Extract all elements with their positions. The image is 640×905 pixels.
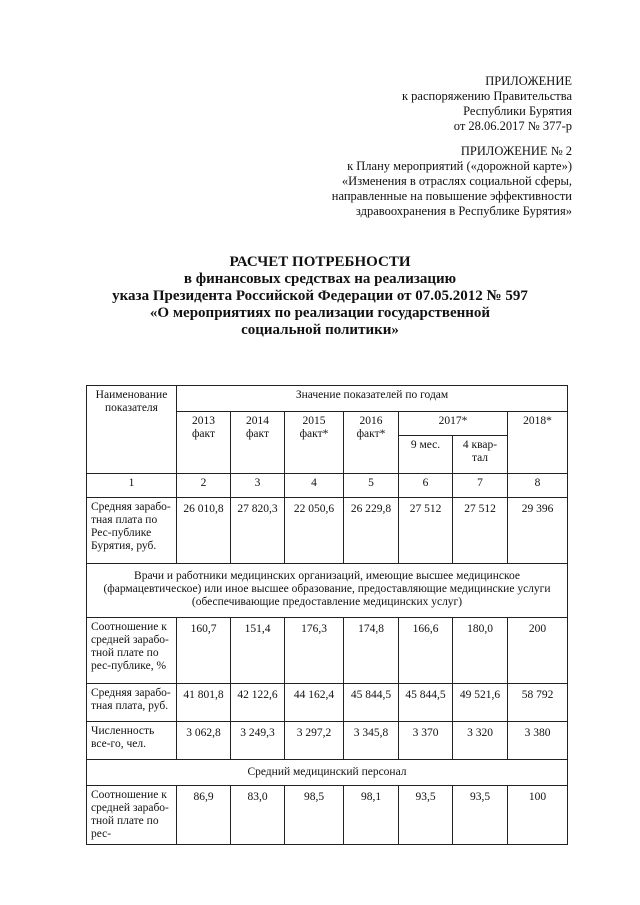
cell-value: 27 512 [453, 498, 508, 564]
cell-value: 86,9 [177, 786, 231, 845]
header-line: к Плану мероприятий («дорожной карте») [347, 159, 572, 173]
table-row [87, 786, 568, 845]
cell-value: 42 122,6 [231, 684, 285, 722]
cell-value: 83,0 [231, 786, 285, 845]
column-number: 7 [453, 474, 508, 498]
appendix-2-header [332, 144, 572, 219]
header-line: здравоохранения в Республике Бурятия» [355, 204, 572, 218]
title-line: социальной политики» [241, 322, 399, 338]
cell-value: 45 844,5 [344, 684, 399, 722]
cell-value: 151,4 [231, 618, 285, 684]
cell-value: 180,0 [453, 618, 508, 684]
title-line: «О мероприятиях по реализации государственной [149, 305, 491, 321]
column-number: 4 [285, 474, 344, 498]
header-line: ПРИЛОЖЕНИЕ № 2 [460, 144, 572, 158]
row-label: Численность все-го, чел. [87, 722, 177, 760]
column-number: 6 [399, 474, 453, 498]
title-line: в финансовых средствах на реализацию [183, 271, 457, 287]
column-number: 1 [87, 474, 177, 498]
cell-value: 49 521,6 [453, 684, 508, 722]
cell-value: 26 010,8 [177, 498, 231, 564]
header-line: направленные на повышение эффективности [331, 189, 572, 203]
row-label: Средняя зарабо-тная плата, руб. [87, 684, 177, 722]
row-label: Соотношение к средней зарабо-тной плате по рес- [87, 786, 177, 845]
column-number: 5 [344, 474, 399, 498]
cell-value: 3 380 [508, 722, 568, 760]
column-number: 8 [508, 474, 568, 498]
header-2017-q4: 4 квар-тал [453, 436, 508, 474]
table-row [87, 684, 568, 722]
cell-value: 27 512 [399, 498, 453, 564]
header-year-2017: 2017* [399, 412, 508, 436]
cell-value: 3 297,2 [285, 722, 344, 760]
header-indicator-name: Наименование показателя [87, 386, 177, 474]
section-heading-doctors: Врачи и работники медицинских организаций, имеющие высшее медицинское (фармацевтическое) или иное высшее образование, предоставляющие медицинские услуги (обеспечивающие предоставление медицинских услуг) [87, 564, 568, 618]
cell-value: 41 801,8 [177, 684, 231, 722]
cell-value: 3 370 [399, 722, 453, 760]
title-line: РАСЧЕТ ПОТРЕБНОСТИ [229, 254, 411, 270]
cell-value: 100 [508, 786, 568, 845]
header-line: Республики Бурятия [463, 104, 572, 118]
section-heading-nurses: Средний медицинский персонал [87, 760, 568, 786]
cell-value: 58 792 [508, 684, 568, 722]
cell-value: 26 229,8 [344, 498, 399, 564]
row-label: Средняя зарабо-тная плата по Рес-публике Бурятия, руб. [87, 498, 177, 564]
cell-value: 166,6 [399, 618, 453, 684]
title-line: указа Президента Российской Федерации от 07.05.2012 № 597 [112, 288, 528, 304]
header-values-by-year: Значение показателей по годам [177, 386, 568, 412]
cell-value: 3 062,8 [177, 722, 231, 760]
cell-value: 93,5 [453, 786, 508, 845]
header-year-2013: 2013 факт [177, 412, 231, 474]
cell-value: 174,8 [344, 618, 399, 684]
header-line: к распоряжению Правительства [401, 89, 572, 103]
row-label: Соотношение к средней зарабо-тной плате по рес-публике, % [87, 618, 177, 684]
cell-value: 200 [508, 618, 568, 684]
header-line: «Изменения в отраслях социальной сферы, [341, 174, 572, 188]
cell-value: 98,1 [344, 786, 399, 845]
header-line: ПРИЛОЖЕНИЕ [485, 74, 572, 88]
table-row [87, 618, 568, 684]
column-number: 3 [231, 474, 285, 498]
cell-value: 27 820,3 [231, 498, 285, 564]
cell-value: 3 345,8 [344, 722, 399, 760]
cell-value: 160,7 [177, 618, 231, 684]
cell-value: 3 320 [453, 722, 508, 760]
header-year-2016: 2016 факт* [344, 412, 399, 474]
column-number: 2 [177, 474, 231, 498]
cell-value: 98,5 [285, 786, 344, 845]
cell-value: 29 396 [508, 498, 568, 564]
header-2017-9-months: 9 мес. [399, 436, 453, 474]
header-line: от 28.06.2017 № 377-р [453, 119, 572, 133]
funding-table [86, 385, 568, 845]
cell-value: 93,5 [399, 786, 453, 845]
header-year-2018: 2018* [508, 412, 568, 474]
header-year-2014: 2014 факт [231, 412, 285, 474]
document-title [0, 254, 640, 339]
header-year-2015: 2015 факт* [285, 412, 344, 474]
table-row [87, 722, 568, 760]
cell-value: 44 162,4 [285, 684, 344, 722]
cell-value: 176,3 [285, 618, 344, 684]
cell-value: 22 050,6 [285, 498, 344, 564]
table-row [87, 498, 568, 564]
cell-value: 3 249,3 [231, 722, 285, 760]
appendix-header [402, 74, 572, 134]
cell-value: 45 844,5 [399, 684, 453, 722]
